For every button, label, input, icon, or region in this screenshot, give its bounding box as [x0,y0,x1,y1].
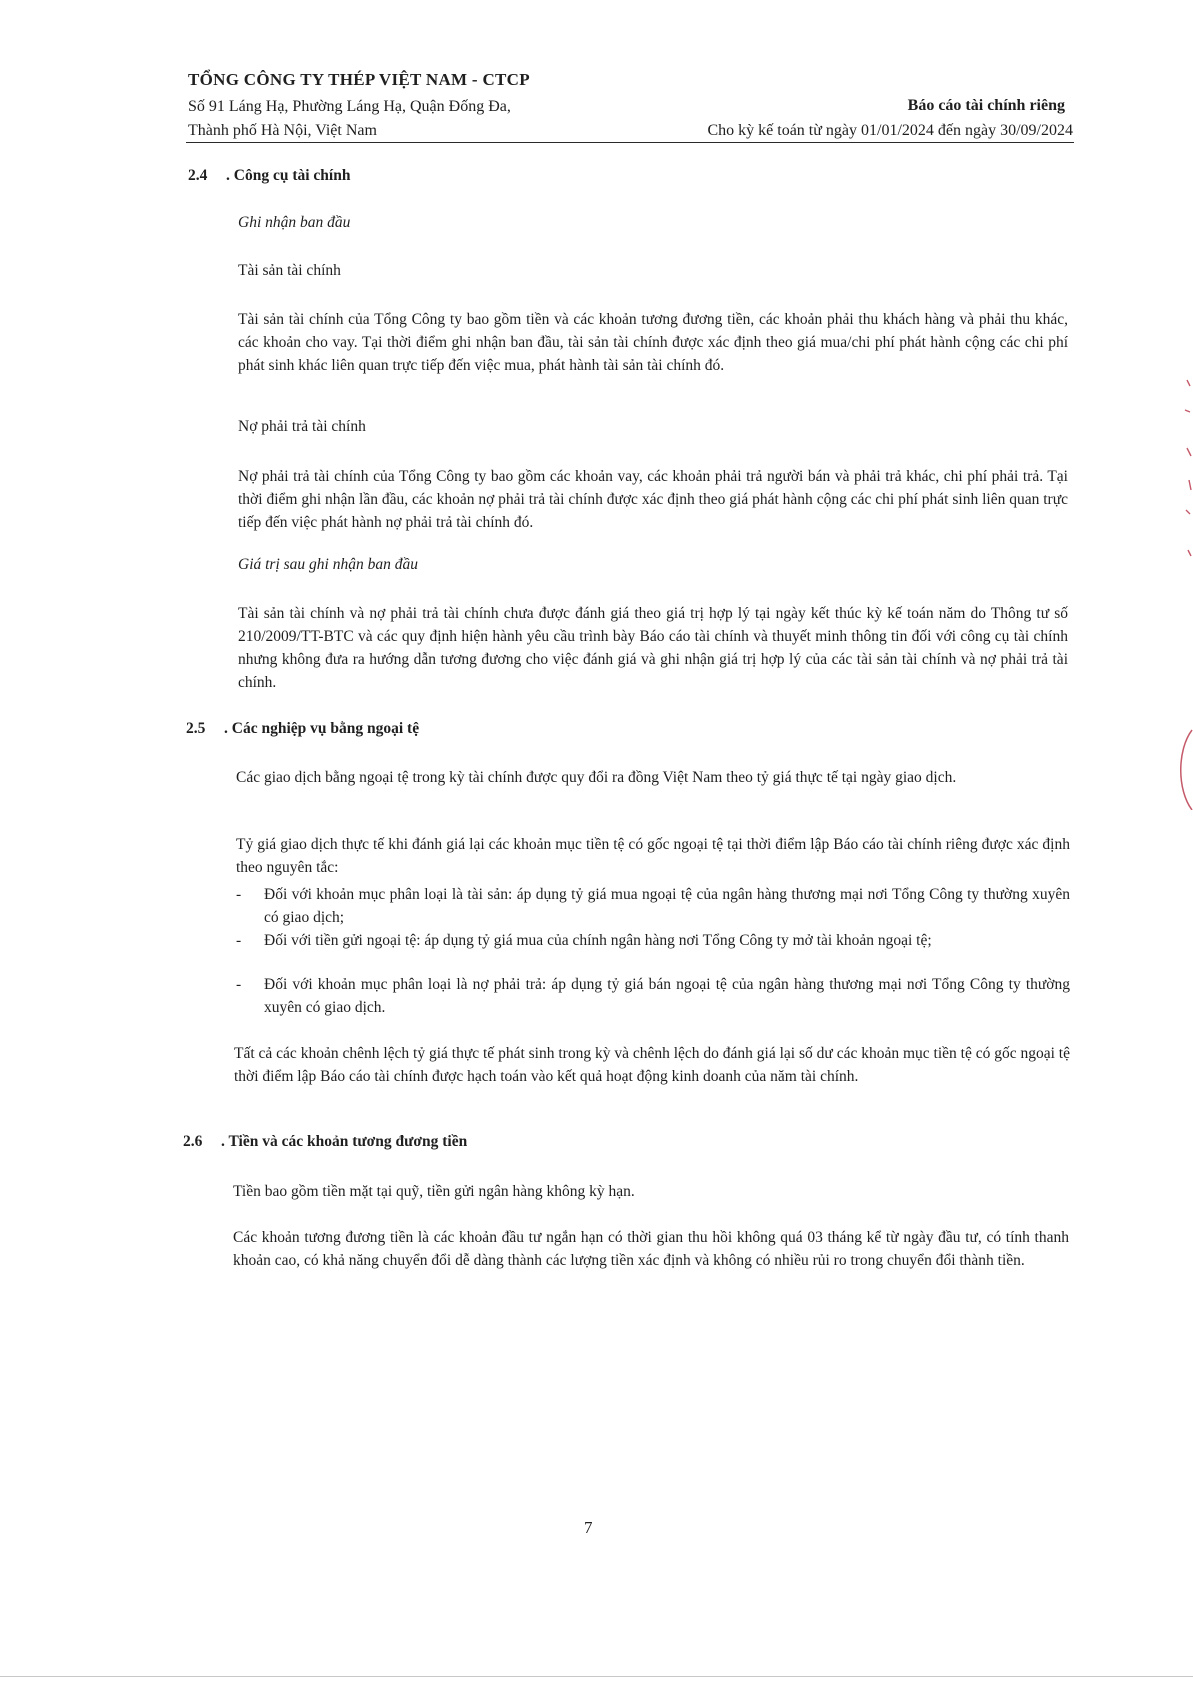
report-period: Cho kỳ kế toán từ ngày 01/01/2024 đến ngày 30/09/2024 [707,122,1073,139]
section-2-4-heading [188,167,350,185]
section-number: 2.4 [188,167,208,184]
list-item [236,973,1070,1019]
section-2-5-heading [186,720,419,738]
bullet-dash: - [236,886,242,903]
section-2-6-heading [183,1133,467,1151]
paragraph-fx-differences: Tất cả các khoản chênh lệch tỷ giá thực tế phát sinh trong kỳ và chênh lệch do đánh giá lại số dư các khoản mục tiền tệ có gốc ngoại tệ thời điểm lập Báo cáo tài chính được hạch toán vào kết quả hoạt động kinh doanh của năm tài chính. [234,1045,1070,1085]
bullet-dash: - [236,932,242,949]
section-number: 2.5 [186,720,206,737]
subheading-initial-recognition: Ghi nhận ban đầu [238,214,351,231]
bullet-text: Đối với khoản mục phân loại là nợ phải trả: áp dụng tỷ giá bán ngoại tệ của ngân hàng thương mại nơi Tổng Công ty thường xuyên có giao dịch. [264,976,1070,1016]
paragraph-financial-liabilities: Nợ phải trả tài chính của Tổng Công ty bao gồm các khoản vay, các khoản phải trả người bán và phải trả khác, chi phí phải trả. Tại thời điểm ghi nhận lần đầu, các khoản nợ phải trả tài chính được xác định theo giá phát hành cộng các chi phí phát sinh liên quan trực tiếp đến việc phát hành nợ phải trả tài chính đó. [238,468,1068,531]
paragraph-fx-rate-principle: Tỷ giá giao dịch thực tế khi đánh giá lại các khoản mục tiền tệ có gốc ngoại tệ tại thời điểm lập Báo cáo tài chính riêng được xác định theo nguyên tắc: [236,836,1070,876]
subheading-financial-liabilities: Nợ phải trả tài chính [238,418,366,435]
header-divider [186,142,1074,143]
bullet-dash: - [236,976,242,993]
list-item [236,883,1070,929]
section-title: . Tiền và các khoản tương đương tiền [221,1133,468,1150]
company-address-line2: Thành phố Hà Nội, Việt Nam [188,122,377,139]
section-title: . Các nghiệp vụ bằng ngoại tệ [224,720,420,737]
subheading-subsequent-measurement: Giá trị sau ghi nhận ban đầu [238,556,418,573]
company-address-line1: Số 91 Láng Hạ, Phường Láng Hạ, Quận Đống Đa, [188,98,511,115]
report-title: Báo cáo tài chính riêng [907,97,1065,114]
paragraph-fx-transactions: Các giao dịch bằng ngoại tệ trong kỳ tài chính được quy đổi ra đồng Việt Nam theo tỷ giá thực tế tại ngày giao dịch. [236,769,957,786]
paragraph-cash-equivalents: Các khoản tương đương tiền là các khoản đầu tư ngắn hạn có thời gian thu hồi không quá 03 tháng kể từ ngày đầu tư, có tính thanh khoản cao, có khả năng chuyển đổi dễ dàng thành các lượng tiền xác định và không có nhiều rủi ro trong chuyển đổi thành tiền. [233,1229,1069,1269]
bullet-text: Đối với tiền gửi ngoại tệ: áp dụng tỷ giá mua của chính ngân hàng nơi Tổng Công ty mở tài khoản ngoại tệ; [264,932,932,949]
paragraph-financial-assets: Tài sản tài chính của Tổng Công ty bao gồm tiền và các khoản tương đương tiền, các khoản phải thu khách hàng và phải thu khác, các khoản cho vay. Tại thời điểm ghi nhận ban đầu, tài sản tài chính được xác định theo giá mua/chi phí phát hành cộng các chi phí phát sinh khác liên quan trực tiếp đến việc mua, phát hành tài sản tài chính đó. [238,311,1068,374]
stamp-fragment-icon [1173,370,1193,810]
paragraph-cash: Tiền bao gồm tiền mặt tại quỹ, tiền gửi ngân hàng không kỳ hạn. [233,1183,635,1200]
paragraph-subsequent-measurement: Tài sản tài chính và nợ phải trả tài chính chưa được đánh giá theo giá trị hợp lý tại ngày kết thúc kỳ kế toán năm do Thông tư số 210/2009/TT-BTC và các quy định hiện hành yêu cầu trình bày Báo cáo tài chính và thuyết minh thông tin đối với công cụ tài chính nhưng không đưa ra hướng dẫn tương đương cho việc đánh giá và ghi nhận giá trị hợp lý của các tài sản tài chính và nợ phải trả tài chính. [238,605,1068,691]
section-title: . Công cụ tài chính [226,167,351,184]
list-item [236,929,1070,952]
bullet-text: Đối với khoản mục phân loại là tài sản: áp dụng tỷ giá mua ngoại tệ của ngân hàng thương mại nơi Tổng Công ty thường xuyên có giao dịch; [264,886,1070,926]
company-name: TỔNG CÔNG TY THÉP VIỆT NAM - CTCP [188,70,530,89]
subheading-financial-assets: Tài sản tài chính [238,262,341,279]
section-number: 2.6 [183,1133,203,1150]
page-number: 7 [584,1518,593,1537]
scan-edge-line [0,1676,1193,1677]
